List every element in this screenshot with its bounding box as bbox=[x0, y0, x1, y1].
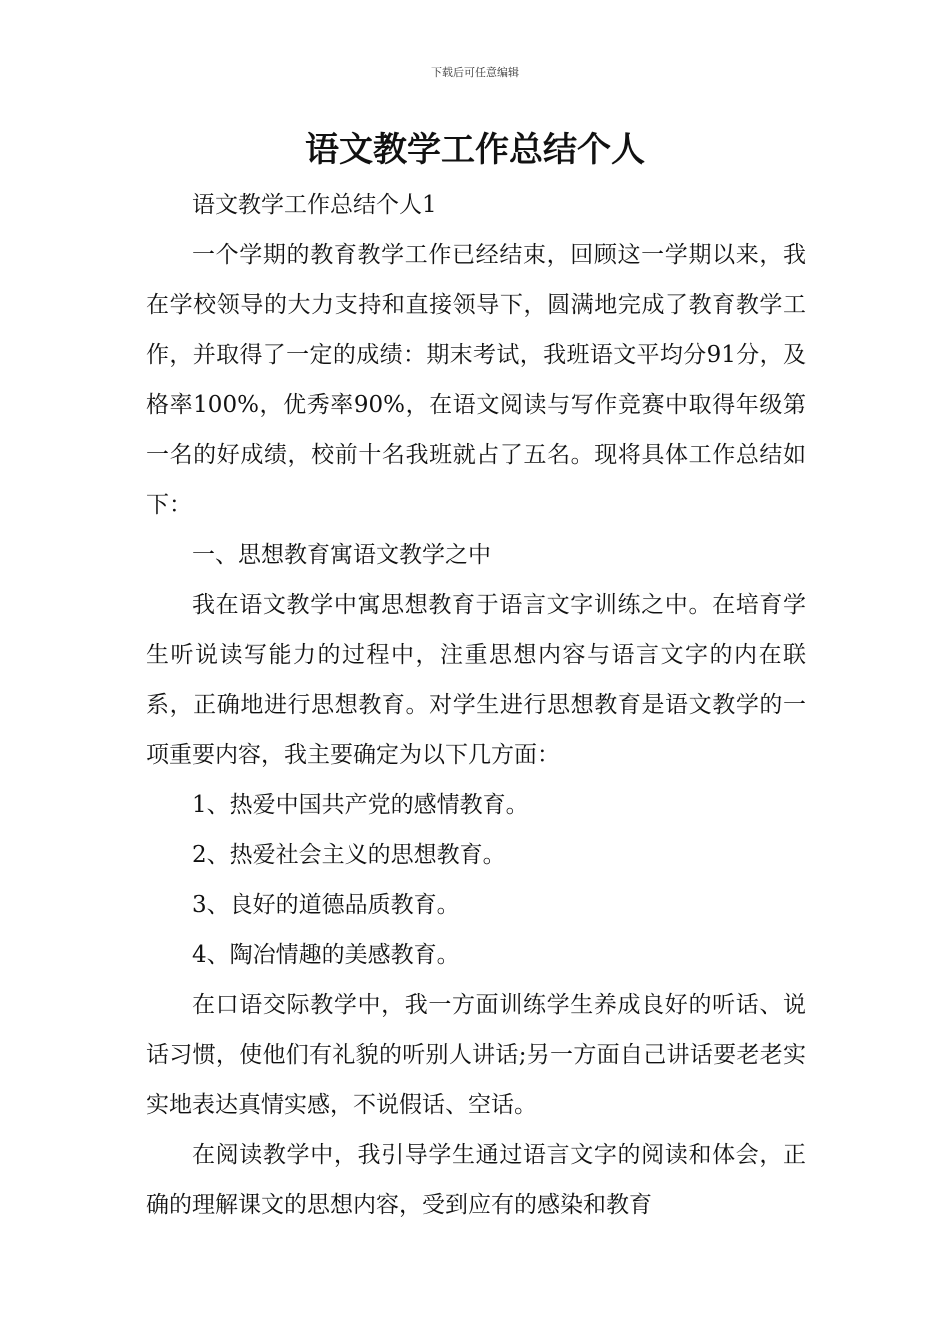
list-item: 1、热爱中国共产党的感情教育。 bbox=[192, 792, 529, 818]
list-item: 4、陶冶情趣的美感教育。 bbox=[192, 942, 460, 968]
document-body bbox=[146, 180, 806, 1230]
document-title: 语文教学工作总结个人 bbox=[305, 130, 645, 170]
body-paragraph: 我在语文教学中寓思想教育于语言文字训练之中。在培育学生听说读写能力的过程中，注重思想内容与语言文字的内在联系，正确地进行思想教育。对学生进行思想教育是语文教学的一项重要内容，我主要确定为以下几方面： bbox=[146, 592, 806, 768]
body-paragraph: 在阅读教学中，我引导学生通过语言文字的阅读和体会，正确的理解课文的思想内容，受到应有的感染和教育 bbox=[146, 1142, 806, 1218]
intro-paragraph: 一个学期的教育教学工作已经结束，回顾这一学期以来，我在学校领导的大力支持和直接领导下，圆满地完成了教育教学工作，并取得了一定的成绩：期末考试，我班语文平均分91分，及格率100%，优秀率90%，在语文阅读与写作竞赛中取得年级第一名的好成绩，校前十名我班就占了五名。现将具体工作总结如下： bbox=[146, 242, 806, 518]
section-heading: 一、思想教育寓语文教学之中 bbox=[192, 542, 491, 568]
download-note: 下载后可任意编辑 bbox=[431, 66, 519, 79]
list-item: 2、热爱社会主义的思想教育。 bbox=[192, 842, 506, 868]
subtitle-paragraph: 语文教学工作总结个人1 bbox=[192, 192, 437, 218]
list-item: 3、良好的道德品质教育。 bbox=[192, 892, 460, 918]
body-paragraph: 在口语交际教学中，我一方面训练学生养成良好的听话、说话习惯，使他们有礼貌的听别人讲话;另一方面自己讲话要老老实实地表达真情实感，不说假话、空话。 bbox=[146, 992, 806, 1118]
